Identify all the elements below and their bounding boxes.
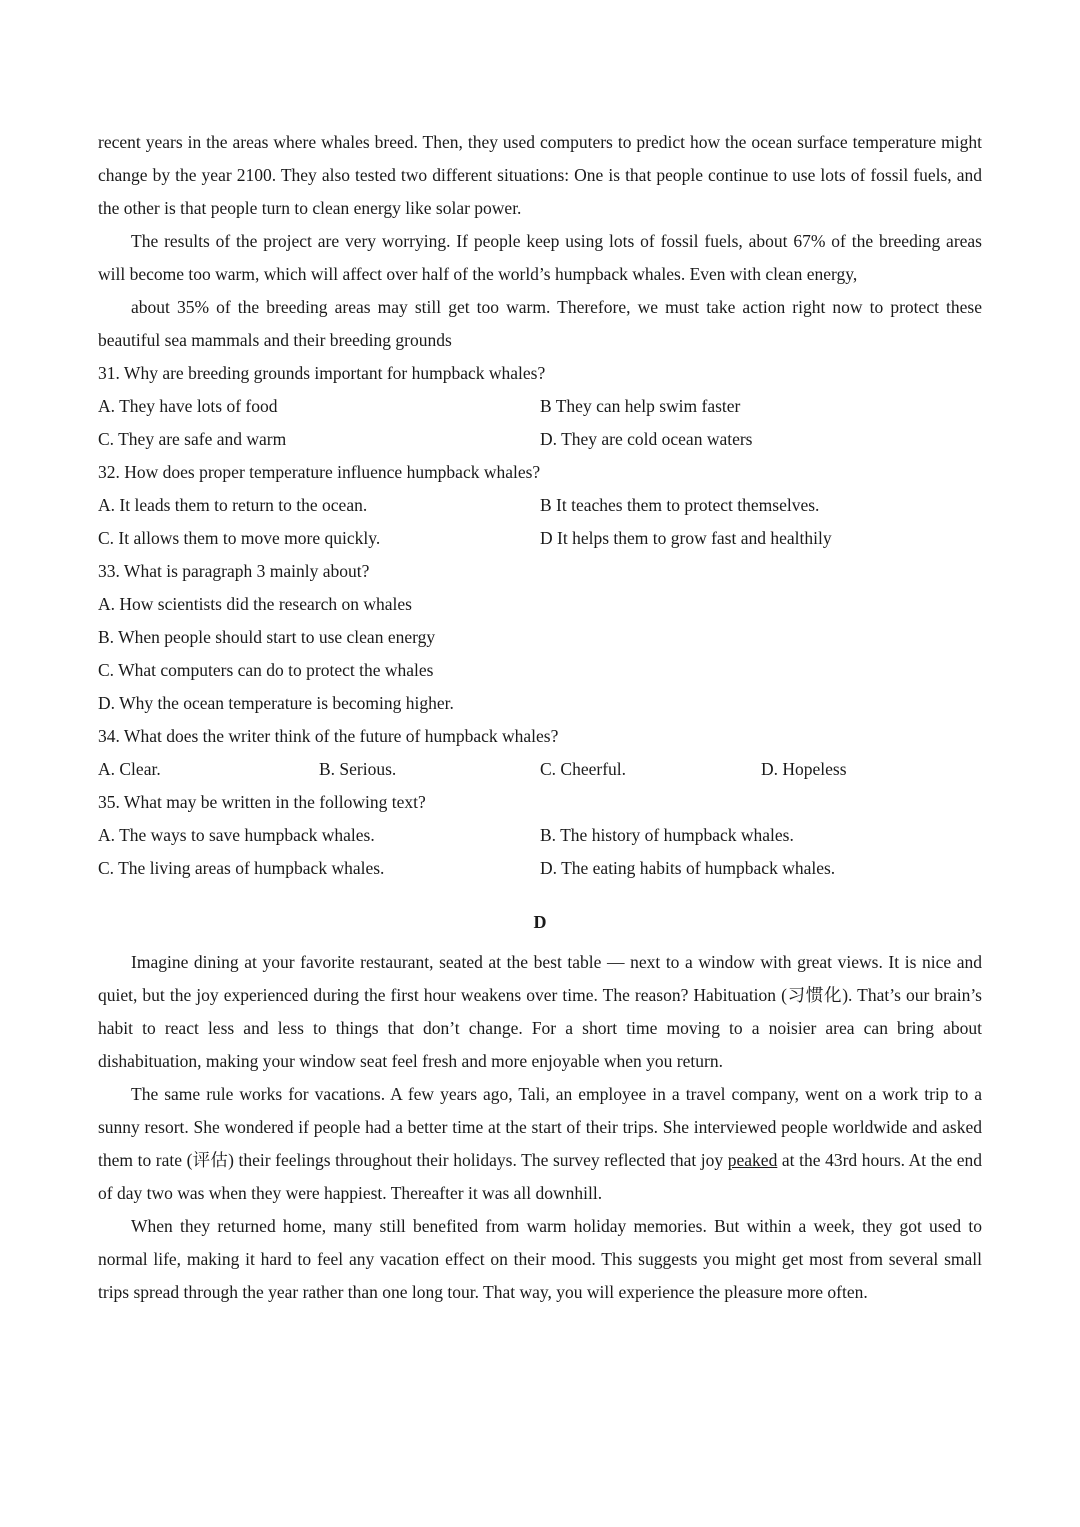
underlined-word-peaked: peaked [727, 1150, 778, 1170]
passage-d-paragraph-2 [98, 1078, 982, 1210]
question-35-stem: 35. What may be written in the following text? [98, 792, 426, 812]
passage-d-paragraph-2-part-2: at the 43rd hours. At the end of day two was when they were happiest. Thereafter it was all downhill. [98, 1150, 982, 1203]
question-33-option-a: A. How scientists did the research on whales [98, 594, 412, 614]
question-33 [98, 555, 982, 720]
question-32-option-d: D It helps them to grow fast and healthily [540, 528, 832, 548]
question-32-stem: 32. How does proper temperature influence humpback whales? [98, 462, 541, 482]
question-31 [98, 357, 982, 456]
passage-c-paragraph-1: recent years in the areas where whales breed. Then, they used computers to predict how the ocean surface temperature might change by the year 2100. They also tested two different situations: One is that people continue to use lots of fossil fuels, and the other is that people turn to clean energy like solar power. [98, 132, 982, 218]
passage-d-paragraph-3: When they returned home, many still benefited from warm holiday memories. But within a week, they got used to normal life, making it hard to feel any vacation effect on their mood. This suggests you might get most from several small trips spread through the year rather than one long tour. That way, you will experience the pleasure more often. [98, 1216, 982, 1302]
question-34-option-d: D. Hopeless [761, 759, 847, 779]
question-32-option-a: A. It leads them to return to the ocean. [98, 495, 368, 515]
question-35-option-d: D. The eating habits of humpback whales. [540, 858, 836, 878]
question-33-option-b: B. When people should start to use clean energy [98, 627, 436, 647]
question-31-stem: 31. Why are breeding grounds important for humpback whales? [98, 363, 546, 383]
passage-d-paragraph-2-part-1: The same rule works for vacations. A few years ago, Tali, an employee in a travel company, went on a work trip to a sunny resort. She wondered if people had a better time at the start of their trips. She interviewed people worldwide and asked them to rate (评估) their feelings throughout their holidays. The survey reflected that joy [98, 1084, 982, 1170]
question-35-option-b: B. The history of humpback whales. [540, 825, 794, 845]
question-35-option-c: C. The living areas of humpback whales. [98, 858, 385, 878]
passage-d-title: D [533, 912, 547, 932]
question-31-option-b: B They can help swim faster [540, 396, 741, 416]
question-34-stem: 34. What does the writer think of the future of humpback whales? [98, 726, 559, 746]
question-32 [98, 456, 982, 555]
passage-c-paragraph-2: The results of the project are very worrying. If people keep using lots of fossil fuels, about 67% of the breeding areas will become too warm, which will affect over half of the world’s humpback whales. Even with clean energy, [98, 231, 982, 284]
question-34-option-b: B. Serious. [319, 759, 397, 779]
question-35-option-a: A. The ways to save humpback whales. [98, 825, 375, 845]
exam-page [98, 126, 982, 1309]
question-32-option-b: B It teaches them to protect themselves. [540, 495, 820, 515]
passage-c-paragraph-3: about 35% of the breeding areas may still get too warm. Therefore, we must take action right now to protect these beautiful sea mammals and their breeding grounds [98, 297, 982, 350]
question-33-stem: 33. What is paragraph 3 mainly about? [98, 561, 370, 581]
passage-d-paragraph-1: Imagine dining at your favorite restaurant, seated at the best table — next to a window with great views. It is nice and quiet, but the joy experienced during the first hour weakens over time. The reason? Habituation (习惯化). That’s our brain’s habit to react less and less to things that don’t change. For a short time moving to a noisier area can bring about dishabituation, making your window seat feel fresh and more enjoyable when you return. [98, 952, 982, 1071]
question-32-option-c: C. It allows them to move more quickly. [98, 528, 381, 548]
question-31-option-c: C. They are safe and warm [98, 429, 287, 449]
question-31-option-d: D. They are cold ocean waters [540, 429, 753, 449]
question-31-option-a: A. They have lots of food [98, 396, 278, 416]
question-34 [98, 720, 982, 786]
question-34-option-a: A. Clear. [98, 759, 161, 779]
question-33-option-c: C. What computers can do to protect the whales [98, 660, 434, 680]
question-33-option-d: D. Why the ocean temperature is becoming higher. [98, 693, 454, 713]
question-34-option-c: C. Cheerful. [540, 759, 627, 779]
question-35 [98, 786, 982, 885]
